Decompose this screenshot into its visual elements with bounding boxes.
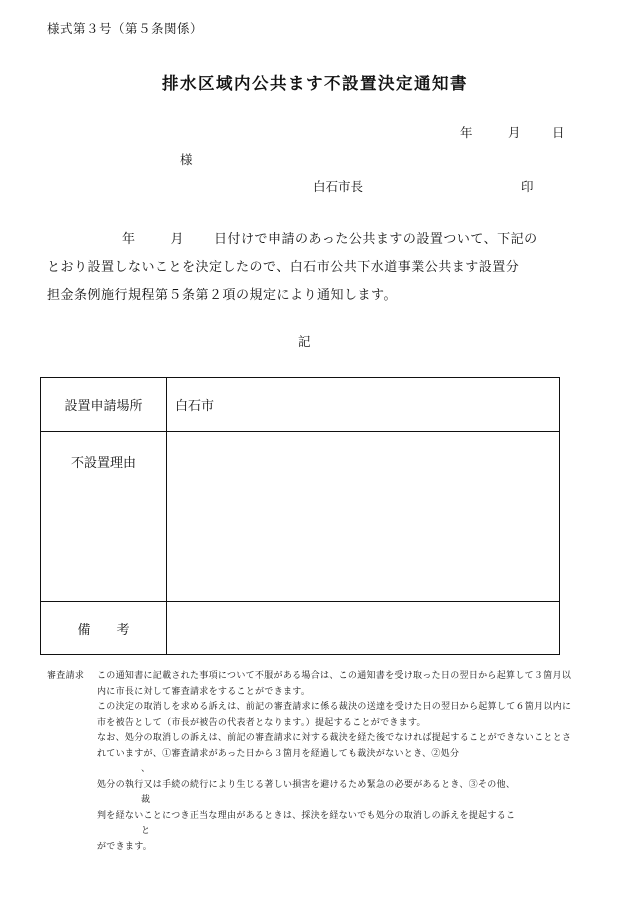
notice-paragraph-3 xyxy=(97,731,572,855)
notice-p3-d: 裁 xyxy=(141,795,151,805)
notice-p3-f: と xyxy=(141,826,151,836)
date-month: 月 xyxy=(508,125,521,140)
body-line2: とおり設置しないことを決定したので、白石市公共下水道事業公共ます設置分 xyxy=(47,260,520,275)
notice-paragraph-2: この決定の取消しを求める訴えは、前記の審査請求に係る裁決の送達を受けた日の翌日から起算して６箇月以内に市を被告として（市長が被告の代表者となります。）提起することができます。 xyxy=(97,702,572,728)
body-month: 月 xyxy=(170,232,185,247)
reason-label: 不設置理由 xyxy=(41,432,167,602)
ki-heading: 記 xyxy=(298,334,311,349)
remarks-label: 備 考 xyxy=(41,602,167,655)
notice-p3-g: ができます。 xyxy=(97,841,153,852)
body-line3: 担金条例施行規程第５条第２項の規定により通知します。 xyxy=(47,288,397,303)
body-year: 年 xyxy=(122,232,136,247)
reason-value xyxy=(167,432,560,602)
date-year: 年 xyxy=(460,125,473,140)
document-title: 排水区域内公共ます不設置決定通知書 xyxy=(162,74,468,93)
location-value: 白石市 xyxy=(167,378,560,432)
notice-p3-e: 判を経ないことにつき正当な理由があるときは、採決を経ないでも処分の取消しの訴えを提起するこ xyxy=(97,810,516,821)
issuer-title: 白石市長 xyxy=(313,179,364,194)
notice-p3-c: 処分の執行又は手続の続行により生じる著しい損害を避けるため緊急の必要があるとき、③その他、 xyxy=(97,779,516,790)
details-table xyxy=(40,377,560,655)
notice-p3-a: なお、処分の取消しの訴えは、前記の審査請求に対する裁決を経た後でなければ提起することができないこととされていますが、①審査請求があった日から３箇月を経過しても裁決がないとき、②処分 xyxy=(97,733,572,759)
form-number: 様式第３号（第５条関係） xyxy=(47,21,204,36)
notice-p3-b: 、 xyxy=(141,764,151,774)
appeal-notice xyxy=(47,669,572,855)
seal-mark: 印 xyxy=(521,179,534,194)
date-day: 日 xyxy=(552,125,565,140)
remarks-value xyxy=(167,602,560,655)
notice-paragraph-1: この通知書に記載された事項について不服がある場合は、この通知書を受け取った日の翌日から起算して３箇月以内に市長に対して審査請求をすることができます。 xyxy=(97,671,572,697)
notice-label: 審査請求 xyxy=(47,671,85,681)
notification-body xyxy=(47,226,577,310)
addressee-suffix: 様 xyxy=(180,152,193,167)
issue-date xyxy=(460,123,565,141)
body-line1: 日付けで申請のあった公共ますの設置ついて、下記の xyxy=(214,232,538,247)
location-label: 設置申請場所 xyxy=(41,378,167,432)
